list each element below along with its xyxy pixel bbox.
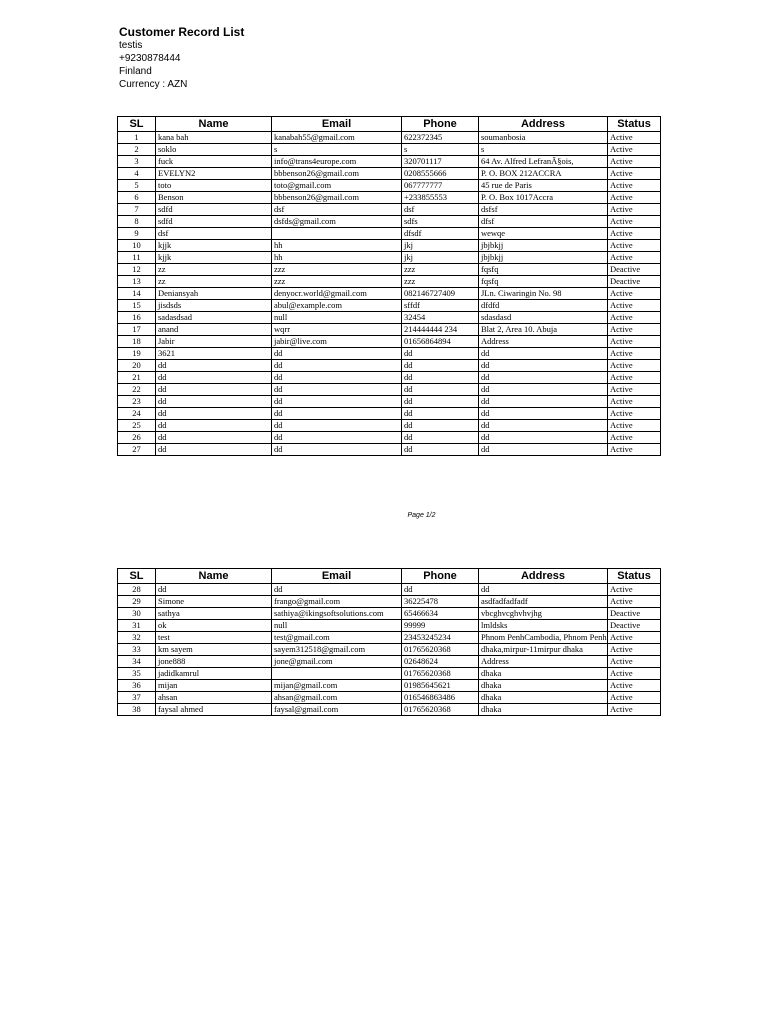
cell-address: Address xyxy=(479,656,608,668)
table-row xyxy=(118,180,661,192)
cell-sl: 34 xyxy=(118,656,156,668)
cell-name: sdfd xyxy=(156,204,272,216)
cell-email: sathiya@ikingsoftsolutions.com xyxy=(272,608,402,620)
cell-email: zzz xyxy=(272,264,402,276)
cell-sl: 9 xyxy=(118,228,156,240)
cell-address: dd xyxy=(479,348,608,360)
cell-address: 45 rue de Paris xyxy=(479,180,608,192)
cell-phone: zzz xyxy=(402,264,479,276)
cell-email: bbbenson26@gmail.com xyxy=(272,168,402,180)
cell-sl: 15 xyxy=(118,300,156,312)
cell-email: dd xyxy=(272,348,402,360)
cell-name: Benson xyxy=(156,192,272,204)
cell-phone: zzz xyxy=(402,276,479,288)
column-header-sl: SL xyxy=(118,569,156,584)
cell-email: denyocr.world@gmail.com xyxy=(272,288,402,300)
cell-name: ahsan xyxy=(156,692,272,704)
column-header-address: Address xyxy=(479,569,608,584)
company-phone: +9230878444 xyxy=(119,53,181,64)
cell-phone: 622372345 xyxy=(402,132,479,144)
column-header-address: Address xyxy=(479,117,608,132)
cell-address: jbjbkjj xyxy=(479,252,608,264)
cell-address: dd xyxy=(479,372,608,384)
cell-name: sdfd xyxy=(156,216,272,228)
cell-phone: dd xyxy=(402,396,479,408)
cell-address: asdfadfadfadf xyxy=(479,596,608,608)
cell-status: Active xyxy=(608,396,661,408)
table-row xyxy=(118,228,661,240)
cell-status: Active xyxy=(608,596,661,608)
cell-name: fuck xyxy=(156,156,272,168)
cell-status: Active xyxy=(608,444,661,456)
cell-address: fqsfq xyxy=(479,264,608,276)
cell-address: dsfsf xyxy=(479,204,608,216)
cell-status: Active xyxy=(608,584,661,596)
table-row xyxy=(118,324,661,336)
cell-email: toto@gmail.com xyxy=(272,180,402,192)
cell-status: Active xyxy=(608,360,661,372)
cell-status: Active xyxy=(608,228,661,240)
cell-phone: dd xyxy=(402,444,479,456)
cell-status: Active xyxy=(608,312,661,324)
cell-status: Deactive xyxy=(608,620,661,632)
cell-name: dd xyxy=(156,372,272,384)
cell-sl: 21 xyxy=(118,372,156,384)
cell-phone: 01765620368 xyxy=(402,668,479,680)
cell-address: fqsfq xyxy=(479,276,608,288)
cell-email: dsfds@gmail.com xyxy=(272,216,402,228)
cell-phone: dsf xyxy=(402,204,479,216)
cell-phone: 99999 xyxy=(402,620,479,632)
cell-status: Active xyxy=(608,324,661,336)
table-row xyxy=(118,704,661,716)
cell-sl: 38 xyxy=(118,704,156,716)
cell-status: Active xyxy=(608,204,661,216)
cell-email: dd xyxy=(272,408,402,420)
cell-email: dd xyxy=(272,432,402,444)
column-header-email: Email xyxy=(272,569,402,584)
cell-email: dd xyxy=(272,584,402,596)
cell-address: dhaka xyxy=(479,680,608,692)
cell-phone: dd xyxy=(402,348,479,360)
table-row xyxy=(118,216,661,228)
cell-address: wewqe xyxy=(479,228,608,240)
cell-sl: 24 xyxy=(118,408,156,420)
report-header xyxy=(119,25,244,91)
cell-status: Deactive xyxy=(608,264,661,276)
table-row xyxy=(118,644,661,656)
cell-phone: dd xyxy=(402,360,479,372)
cell-address: lmldsks xyxy=(479,620,608,632)
cell-status: Active xyxy=(608,656,661,668)
table-row xyxy=(118,300,661,312)
cell-phone: 01765620368 xyxy=(402,704,479,716)
cell-phone: dd xyxy=(402,584,479,596)
cell-status: Active xyxy=(608,668,661,680)
cell-status: Active xyxy=(608,180,661,192)
cell-sl: 10 xyxy=(118,240,156,252)
cell-status: Active xyxy=(608,168,661,180)
cell-status: Active xyxy=(608,632,661,644)
cell-address: dd xyxy=(479,584,608,596)
cell-name: kjjk xyxy=(156,252,272,264)
cell-status: Active xyxy=(608,704,661,716)
cell-phone: sdfs xyxy=(402,216,479,228)
cell-name: dd xyxy=(156,420,272,432)
cell-sl: 37 xyxy=(118,692,156,704)
cell-name: dd xyxy=(156,408,272,420)
cell-phone: dfsdf xyxy=(402,228,479,240)
cell-email: dd xyxy=(272,444,402,456)
cell-sl: 19 xyxy=(118,348,156,360)
table-row xyxy=(118,252,661,264)
customer-table-page-2 xyxy=(117,568,661,716)
cell-sl: 31 xyxy=(118,620,156,632)
cell-status: Active xyxy=(608,192,661,204)
cell-email: zzz xyxy=(272,276,402,288)
cell-address: dhaka xyxy=(479,668,608,680)
cell-email: dd xyxy=(272,372,402,384)
cell-sl: 16 xyxy=(118,312,156,324)
cell-name: anand xyxy=(156,324,272,336)
table-row xyxy=(118,432,661,444)
table-row xyxy=(118,168,661,180)
cell-address: dd xyxy=(479,432,608,444)
cell-address: jbjbkjj xyxy=(479,240,608,252)
cell-email xyxy=(272,668,402,680)
cell-phone: dd xyxy=(402,372,479,384)
cell-status: Deactive xyxy=(608,608,661,620)
cell-address: dd xyxy=(479,360,608,372)
column-header-email: Email xyxy=(272,117,402,132)
cell-phone: 23453245234 xyxy=(402,632,479,644)
cell-sl: 26 xyxy=(118,432,156,444)
cell-phone: 214444444 234 xyxy=(402,324,479,336)
cell-sl: 11 xyxy=(118,252,156,264)
cell-email: jone@gmail.com xyxy=(272,656,402,668)
table-row xyxy=(118,396,661,408)
column-header-phone: Phone xyxy=(402,569,479,584)
table-row xyxy=(118,336,661,348)
cell-sl: 8 xyxy=(118,216,156,228)
page-number: Page 1/2 xyxy=(407,512,436,519)
table-row xyxy=(118,420,661,432)
table-row xyxy=(118,144,661,156)
cell-sl: 13 xyxy=(118,276,156,288)
table-row xyxy=(118,312,661,324)
cell-phone: jkj xyxy=(402,240,479,252)
table-row xyxy=(118,620,661,632)
cell-status: Active xyxy=(608,336,661,348)
cell-address: P. O. Box 1017Accra xyxy=(479,192,608,204)
cell-phone: +233855553 xyxy=(402,192,479,204)
cell-name: dsf xyxy=(156,228,272,240)
cell-address: JLn. Ciwaringin No. 98 xyxy=(479,288,608,300)
table-row xyxy=(118,360,661,372)
cell-phone: sffdf xyxy=(402,300,479,312)
company-name: testis xyxy=(119,40,143,51)
cell-address: dd xyxy=(479,384,608,396)
cell-phone: 067777777 xyxy=(402,180,479,192)
cell-sl: 14 xyxy=(118,288,156,300)
cell-name: sathya xyxy=(156,608,272,620)
cell-name: sadasdsad xyxy=(156,312,272,324)
cell-email: mijan@gmail.com xyxy=(272,680,402,692)
cell-status: Active xyxy=(608,408,661,420)
cell-sl: 36 xyxy=(118,680,156,692)
table-row xyxy=(118,372,661,384)
cell-sl: 17 xyxy=(118,324,156,336)
cell-status: Active xyxy=(608,144,661,156)
column-header-sl: SL xyxy=(118,117,156,132)
cell-address: dhaka xyxy=(479,704,608,716)
cell-phone: 082146727409 xyxy=(402,288,479,300)
cell-status: Active xyxy=(608,300,661,312)
cell-name: dd xyxy=(156,444,272,456)
cell-sl: 32 xyxy=(118,632,156,644)
cell-address: dfsf xyxy=(479,216,608,228)
column-header-phone: Phone xyxy=(402,117,479,132)
cell-email: abul@example.com xyxy=(272,300,402,312)
cell-name: dd xyxy=(156,432,272,444)
table-header-row xyxy=(118,117,661,132)
cell-name: dd xyxy=(156,584,272,596)
table-row xyxy=(118,692,661,704)
cell-phone: 36225478 xyxy=(402,596,479,608)
cell-sl: 4 xyxy=(118,168,156,180)
report-title: Customer Record List xyxy=(119,25,245,39)
cell-name: EVELYN2 xyxy=(156,168,272,180)
column-header-name: Name xyxy=(156,117,272,132)
cell-address: Address xyxy=(479,336,608,348)
cell-status: Active xyxy=(608,644,661,656)
table-row xyxy=(118,444,661,456)
table-row xyxy=(118,680,661,692)
table-row xyxy=(118,584,661,596)
cell-phone: 65466634 xyxy=(402,608,479,620)
cell-name: zz xyxy=(156,276,272,288)
cell-status: Active xyxy=(608,252,661,264)
cell-email: bbbenson26@gmail.com xyxy=(272,192,402,204)
table-row xyxy=(118,132,661,144)
cell-name: jone888 xyxy=(156,656,272,668)
cell-status: Active xyxy=(608,348,661,360)
cell-address: dhaka,mirpur-11mirpur dhaka xyxy=(479,644,608,656)
cell-sl: 23 xyxy=(118,396,156,408)
cell-address: dd xyxy=(479,444,608,456)
cell-email xyxy=(272,228,402,240)
table-row xyxy=(118,348,661,360)
cell-address: dd xyxy=(479,396,608,408)
cell-address: dfdfd xyxy=(479,300,608,312)
cell-name: kana bah xyxy=(156,132,272,144)
cell-status: Active xyxy=(608,132,661,144)
cell-email: dd xyxy=(272,396,402,408)
cell-sl: 12 xyxy=(118,264,156,276)
cell-name: kjjk xyxy=(156,240,272,252)
cell-phone: dd xyxy=(402,408,479,420)
cell-address: soumanbosia xyxy=(479,132,608,144)
cell-name: toto xyxy=(156,180,272,192)
table-row xyxy=(118,632,661,644)
cell-name: km sayem xyxy=(156,644,272,656)
cell-status: Active xyxy=(608,372,661,384)
cell-email: hh xyxy=(272,240,402,252)
cell-address: s xyxy=(479,144,608,156)
cell-address: dd xyxy=(479,408,608,420)
cell-email: test@gmail.com xyxy=(272,632,402,644)
company-currency: Currency : AZN xyxy=(119,79,188,90)
cell-status: Active xyxy=(608,420,661,432)
cell-name: mijan xyxy=(156,680,272,692)
cell-status: Active xyxy=(608,240,661,252)
cell-status: Active xyxy=(608,288,661,300)
table-row xyxy=(118,276,661,288)
cell-email: dsf xyxy=(272,204,402,216)
cell-email: ahsan@gmail.com xyxy=(272,692,402,704)
cell-phone: dd xyxy=(402,384,479,396)
cell-address: vbcghvcghvhvjhg xyxy=(479,608,608,620)
column-header-name: Name xyxy=(156,569,272,584)
cell-sl: 30 xyxy=(118,608,156,620)
cell-sl: 27 xyxy=(118,444,156,456)
cell-name: zz xyxy=(156,264,272,276)
cell-email: hh xyxy=(272,252,402,264)
cell-status: Active xyxy=(608,156,661,168)
cell-name: dd xyxy=(156,384,272,396)
table-row xyxy=(118,192,661,204)
cell-status: Active xyxy=(608,692,661,704)
cell-sl: 29 xyxy=(118,596,156,608)
cell-address: P. O. BOX 212ACCRA xyxy=(479,168,608,180)
table-row xyxy=(118,288,661,300)
cell-sl: 35 xyxy=(118,668,156,680)
cell-phone: 0208555666 xyxy=(402,168,479,180)
cell-sl: 1 xyxy=(118,132,156,144)
cell-name: 3621 xyxy=(156,348,272,360)
table-row xyxy=(118,384,661,396)
cell-email: info@trans4europe.com xyxy=(272,156,402,168)
cell-sl: 5 xyxy=(118,180,156,192)
company-country: Finland xyxy=(119,66,152,77)
cell-name: test xyxy=(156,632,272,644)
cell-email: null xyxy=(272,620,402,632)
cell-status: Active xyxy=(608,680,661,692)
cell-phone: dd xyxy=(402,420,479,432)
cell-email: dd xyxy=(272,360,402,372)
cell-sl: 20 xyxy=(118,360,156,372)
cell-sl: 22 xyxy=(118,384,156,396)
cell-address: dd xyxy=(479,420,608,432)
cell-phone: s xyxy=(402,144,479,156)
cell-phone: 320701117 xyxy=(402,156,479,168)
table-row xyxy=(118,204,661,216)
cell-address: 64 Av. Alfred LefranÃ§ois, xyxy=(479,156,608,168)
cell-phone: 01765620368 xyxy=(402,644,479,656)
cell-sl: 6 xyxy=(118,192,156,204)
cell-name: Simone xyxy=(156,596,272,608)
cell-phone: 016546863486 xyxy=(402,692,479,704)
cell-sl: 7 xyxy=(118,204,156,216)
table-header-row xyxy=(118,569,661,584)
cell-email: null xyxy=(272,312,402,324)
cell-address: dhaka xyxy=(479,692,608,704)
cell-sl: 25 xyxy=(118,420,156,432)
cell-name: jadidkamrul xyxy=(156,668,272,680)
cell-address: Phnom PenhCambodia, Phnom Penh xyxy=(479,632,608,644)
table-row xyxy=(118,596,661,608)
cell-phone: dd xyxy=(402,432,479,444)
cell-sl: 3 xyxy=(118,156,156,168)
cell-phone: 01656864894 xyxy=(402,336,479,348)
column-header-status: Status xyxy=(608,569,661,584)
cell-phone: jkj xyxy=(402,252,479,264)
table-row xyxy=(118,264,661,276)
cell-name: Jabir xyxy=(156,336,272,348)
cell-phone: 02648624 xyxy=(402,656,479,668)
table-row xyxy=(118,408,661,420)
cell-name: ok xyxy=(156,620,272,632)
cell-email: faysal@gmail.com xyxy=(272,704,402,716)
cell-address: sdasdasd xyxy=(479,312,608,324)
table-row xyxy=(118,656,661,668)
cell-email: s xyxy=(272,144,402,156)
cell-email: kanabah55@gmail.com xyxy=(272,132,402,144)
cell-phone: 01985645621 xyxy=(402,680,479,692)
column-header-status: Status xyxy=(608,117,661,132)
cell-address: Blat 2, Area 10. Abuja xyxy=(479,324,608,336)
cell-name: dd xyxy=(156,396,272,408)
cell-sl: 2 xyxy=(118,144,156,156)
cell-email: dd xyxy=(272,420,402,432)
cell-name: soklo xyxy=(156,144,272,156)
cell-status: Active xyxy=(608,216,661,228)
table-row xyxy=(118,668,661,680)
cell-sl: 18 xyxy=(118,336,156,348)
table-row xyxy=(118,240,661,252)
cell-sl: 33 xyxy=(118,644,156,656)
cell-name: Deniansyah xyxy=(156,288,272,300)
cell-email: jabir@live.com xyxy=(272,336,402,348)
cell-status: Active xyxy=(608,432,661,444)
cell-name: dd xyxy=(156,360,272,372)
cell-name: faysal ahmed xyxy=(156,704,272,716)
table-row xyxy=(118,608,661,620)
customer-table-page-1 xyxy=(117,116,661,456)
cell-phone: 32454 xyxy=(402,312,479,324)
cell-status: Deactive xyxy=(608,276,661,288)
cell-email: wqrr xyxy=(272,324,402,336)
cell-sl: 28 xyxy=(118,584,156,596)
cell-name: jisdsds xyxy=(156,300,272,312)
cell-status: Active xyxy=(608,384,661,396)
cell-email: dd xyxy=(272,384,402,396)
cell-email: frango@gmail.com xyxy=(272,596,402,608)
table-row xyxy=(118,156,661,168)
cell-email: sayem312518@gmail.com xyxy=(272,644,402,656)
